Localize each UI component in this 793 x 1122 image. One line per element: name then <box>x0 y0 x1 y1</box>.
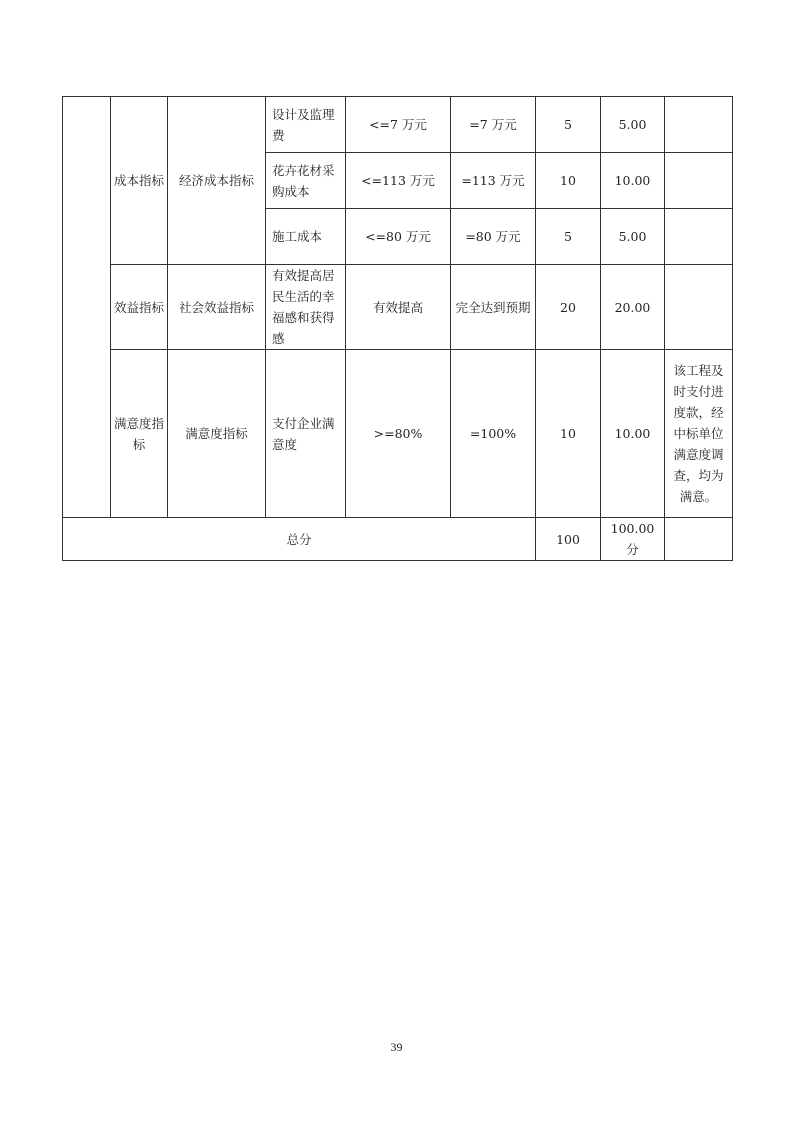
total-weight: 100 <box>536 518 601 561</box>
table-row <box>63 97 733 153</box>
target-cell: <=113 万元 <box>346 153 451 209</box>
item-cell: 支付企业满意度 <box>266 350 346 518</box>
score-cell: 10.00 <box>601 153 665 209</box>
target-cell: <=80 万元 <box>346 209 451 265</box>
subcategory-social-benefit: 社会效益指标 <box>168 265 266 350</box>
score-cell: 5.00 <box>601 97 665 153</box>
total-row <box>63 518 733 561</box>
note-cell <box>665 265 733 350</box>
target-cell: 有效提高 <box>346 265 451 350</box>
page-number: 39 <box>390 1040 403 1054</box>
item-cell: 花卉花材采购成本 <box>266 153 346 209</box>
score-cell: 10.00 <box>601 350 665 518</box>
note-cell: 该工程及时支付进度款，经中标单位满意度调查，均为满意。 <box>665 350 733 518</box>
weight-cell: 10 <box>536 350 601 518</box>
target-cell: <=7 万元 <box>346 97 451 153</box>
note-cell <box>665 97 733 153</box>
subcategory-satisfaction: 满意度指标 <box>168 350 266 518</box>
actual-cell: =113 万元 <box>451 153 536 209</box>
note-cell <box>665 209 733 265</box>
actual-cell: =80 万元 <box>451 209 536 265</box>
score-cell: 20.00 <box>601 265 665 350</box>
weight-cell: 10 <box>536 153 601 209</box>
note-cell <box>665 153 733 209</box>
target-cell: >=80% <box>346 350 451 518</box>
subcategory-economic-cost: 经济成本指标 <box>168 97 266 265</box>
category-cost: 成本指标 <box>111 97 168 265</box>
actual-cell: =100% <box>451 350 536 518</box>
weight-cell: 5 <box>536 97 601 153</box>
total-label: 总分 <box>63 518 536 561</box>
item-cell: 有效提高居民生活的幸福感和获得感 <box>266 265 346 350</box>
category-satisfaction: 满意度指标 <box>111 350 168 518</box>
category-benefit: 效益指标 <box>111 265 168 350</box>
actual-cell: 完全达到预期 <box>451 265 536 350</box>
item-cell: 施工成本 <box>266 209 346 265</box>
total-note <box>665 518 733 561</box>
blank-level1-cell <box>63 97 111 518</box>
weight-cell: 5 <box>536 209 601 265</box>
table-row <box>63 350 733 518</box>
item-cell: 设计及监理费 <box>266 97 346 153</box>
actual-cell: =7 万元 <box>451 97 536 153</box>
score-cell: 5.00 <box>601 209 665 265</box>
weight-cell: 20 <box>536 265 601 350</box>
table-row <box>63 265 733 350</box>
performance-table <box>62 96 733 561</box>
total-score: 100.00 分 <box>601 518 665 561</box>
